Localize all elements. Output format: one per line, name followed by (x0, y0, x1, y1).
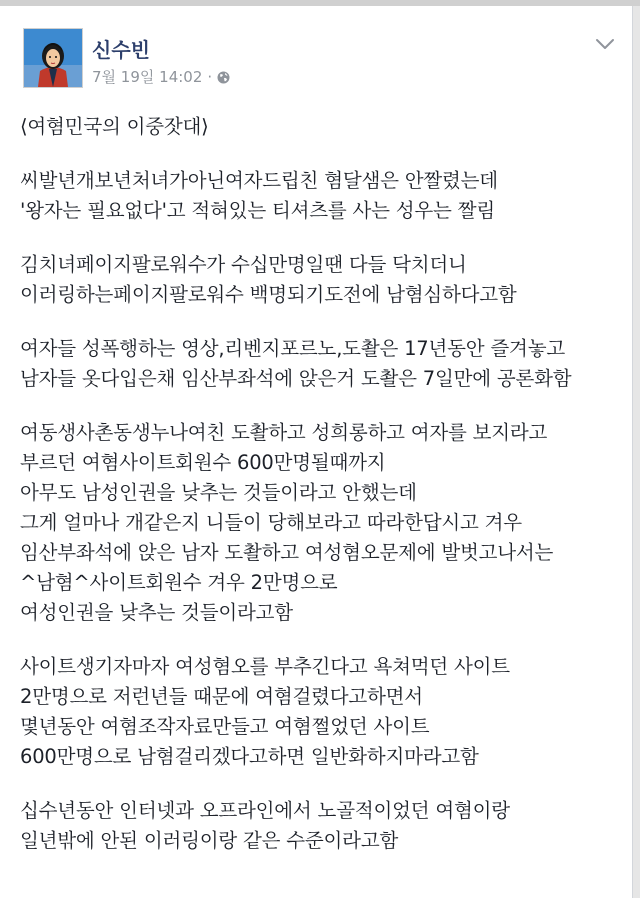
post-text-line: 일년밖에 안된 이러링이랑 같은 수준이라고함 (20, 829, 399, 852)
post-paragraph (20, 796, 625, 856)
post-text-line: 그게 얼마나 개같은지 니들이 당해보라고 따라한답시고 겨우 (20, 511, 522, 534)
timestamp[interactable]: 7월 19일 14:02 (92, 68, 203, 86)
post-text-line: 이러링하는페이지팔로워수 백명되기도전에 남혐심하다고함 (20, 283, 517, 306)
post-text-line: ^남혐^사이트회원수 겨우 2만명으로 (20, 571, 338, 594)
post-text-line: ⟨여혐민국의 이중잣대⟩ (20, 115, 209, 138)
post-text-line: 여성인권을 낮추는 것들이라고함 (20, 601, 293, 624)
post-text-line: 2만명으로 저런년들 때문에 여혐걸렸다고하면서 (20, 685, 423, 708)
avatar[interactable] (23, 28, 83, 88)
post-text-line: 십수년동안 인터넷과 오프라인에서 노골적이었던 여혐이랑 (20, 799, 510, 822)
facebook-post-card (0, 6, 633, 898)
post-text-line: 사이트생기자마자 여성혐오를 부추긴다고 욕쳐먹던 사이트 (20, 655, 510, 678)
globe-icon[interactable] (217, 70, 230, 83)
post-text-line: 김치녀페이지팔로워수가 수십만명일땐 다들 닥치더니 (20, 253, 467, 276)
post-text-line: 씨발년개보년처녀가아닌여자드립친 혐달샘은 안짤렸는데 (20, 169, 498, 192)
post-text-line: 여자들 성폭행하는 영상,리벤지포르노,도촬은 17년동안 즐겨놓고 (20, 337, 565, 360)
meta-separator: · (207, 67, 213, 86)
post-title (20, 112, 625, 142)
post-text-line: 부르던 여혐사이트회원수 600만명될때까지 (20, 451, 386, 474)
post-paragraph (20, 166, 625, 226)
post-text-line: 임산부좌석에 앉은 남자 도촬하고 여성혐오문제에 발벗고나서는 (20, 541, 554, 564)
post-text-line: '왕자는 필요없다'고 적혀있는 티셔츠를 사는 성우는 짤림 (20, 199, 495, 222)
post-text-line: 여동생사촌동생누나여친 도촬하고 성희롱하고 여자를 보지라고 (20, 421, 548, 444)
post-body (20, 112, 625, 880)
post-text-line: 아무도 남성인권을 낮추는 것들이라고 안했는데 (20, 481, 417, 504)
post-text-line: 남자들 옷다입은채 임산부좌석에 앉은거 도촬은 7일만에 공론화함 (20, 367, 572, 390)
author-name[interactable]: 신수빈 (92, 38, 150, 62)
post-text-line: 600만명으로 남혐걸리겠다고하면 일반화하지마라고함 (20, 745, 479, 768)
post-paragraph (20, 418, 625, 628)
post-paragraph (20, 652, 625, 772)
post-paragraph (20, 250, 625, 310)
post-paragraph (20, 334, 625, 394)
post-text-line: 몇년동안 여혐조작자료만들고 여혐쩔었던 사이트 (20, 715, 430, 738)
chevron-down-icon[interactable] (594, 36, 616, 52)
post-meta (92, 66, 230, 87)
